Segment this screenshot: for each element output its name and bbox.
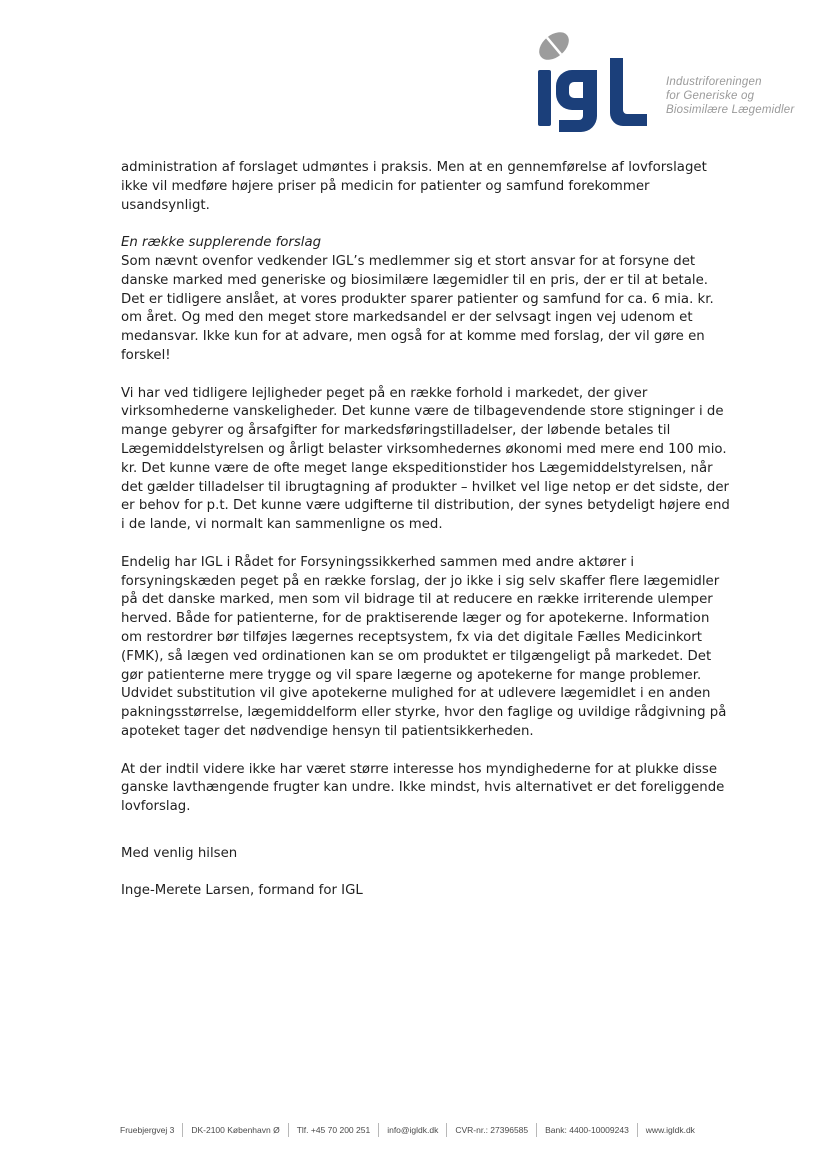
paragraph: At der indtil videre ikke har været større interesse hos myndighederne for at plukke disse ganske lavthængende frugter kan undre. Ikke mindst, hvis alternativet er det foreliggende lovforslag. — [121, 761, 725, 815]
footer-cvr: CVR-nr.: 27396585 — [455, 1125, 529, 1135]
paragraph: Endelig har IGL i Rådet for Forsyningssikkerhed sammen med andre aktører i forsyningskæden peget på en række forslag, der jo ikke i sig selv skaffer flere lægemidler på det danske marked, men som vil bidrage til at reducere en række irriterende ulemper herved. Både for patienterne, for de praktiserende læger og for apotekerne. Information om restordrer bør tilføjes lægernes receptsystem, fx via det digitale Fælles Medicinkort (FMK), så lægen ved ordinationen kan se om produktet er tilgængeligt på markedet. Det gør patienterne mere trygge og vil spare lægerne og apotekerne for mange problemer. Udvidet substitution vil give apotekerne mulighed for at udlevere lægemidlet i en anden pakningsstørrelse, lægemiddelform eller styrke, hvor den faglige og uvildige rådgivning på apoteket tager det nødvendige hensyn til patientsikkerheden. — [121, 554, 727, 739]
tagline-line: Biosimilære Lægemidler — [666, 104, 795, 116]
footer-address: Fruebjergvej 3 — [120, 1125, 175, 1135]
footer-divider — [378, 1123, 379, 1137]
paragraph: Vi har ved tidligere lejligheder peget på en række forhold i markedet, der giver virksomhederne vanskeligheder. Det kunne være de tilbagevendende store stigninger i de mange gebyrer og årsafgifter for markedsføringstilladelser, der løbende betales til Lægemiddelstyrelsen og årligt belaster virksomhedernes økonomi med mere end 100 mio. kr. Det kunne være de ofte meget lange ekspeditionstider hos Lægemiddelstyrelsen, når det gælder tilladelser til ibrugtagning af produkter – hvilket vel lige netop er det sidste, der er behov for p.t. Det kunne være udgifterne til distribution, der synes betydeligt højere end i de lande, vi normalt kan sammenligne os med. — [121, 385, 730, 533]
footer-divider — [637, 1123, 638, 1137]
letter-body — [121, 159, 731, 920]
tagline-line: Industriforeningen — [666, 76, 762, 88]
footer — [120, 1123, 740, 1137]
signature: Inge-Merete Larsen, formand for IGL — [121, 883, 363, 899]
footer-phone: Tlf. +45 70 200 251 — [296, 1125, 371, 1135]
footer-email[interactable]: info@igldk.dk — [387, 1125, 439, 1135]
footer-bank: Bank: 4400-10009243 — [545, 1125, 629, 1135]
pill-icon — [534, 28, 574, 65]
footer-divider — [182, 1123, 183, 1137]
tagline-line: for Generiske og — [666, 90, 755, 102]
letterhead-logo — [530, 28, 820, 138]
section-heading: En række supplerende forslag — [121, 235, 322, 251]
paragraph: Som nævnt ovenfor vedkender IGL’s medlemmer sig et stort ansvar for at forsyne det danske marked med generiske og biosimilære lægemidler til en pris, der er til at betale. Det er tidligere anslået, at vores produkter sparer patienter og samfund for ca. 6 mia. kr. om året. Og med den meget store markedsandel er der selvsagt ingen vej udenom et medansvar. Ikke kun for at advare, men også for at komme med forslag, der vil gøre en forskel! — [121, 253, 714, 363]
footer-divider — [288, 1123, 289, 1137]
footer-website[interactable]: www.igldk.dk — [645, 1125, 695, 1135]
footer-divider — [446, 1123, 447, 1137]
paragraph: administration af forslaget udmøntes i praksis. Men at en gennemførelse af lovforslaget ikke vil medføre højere priser på medicin for patienter og samfund forekommer usandsynligt. — [121, 160, 707, 213]
closing-greeting: Med venlig hilsen — [121, 845, 238, 861]
footer-divider — [536, 1123, 537, 1137]
logo-tagline — [666, 75, 794, 117]
igl-logo-mark — [530, 28, 665, 138]
footer-postal: DK-2100 København Ø — [191, 1125, 280, 1135]
